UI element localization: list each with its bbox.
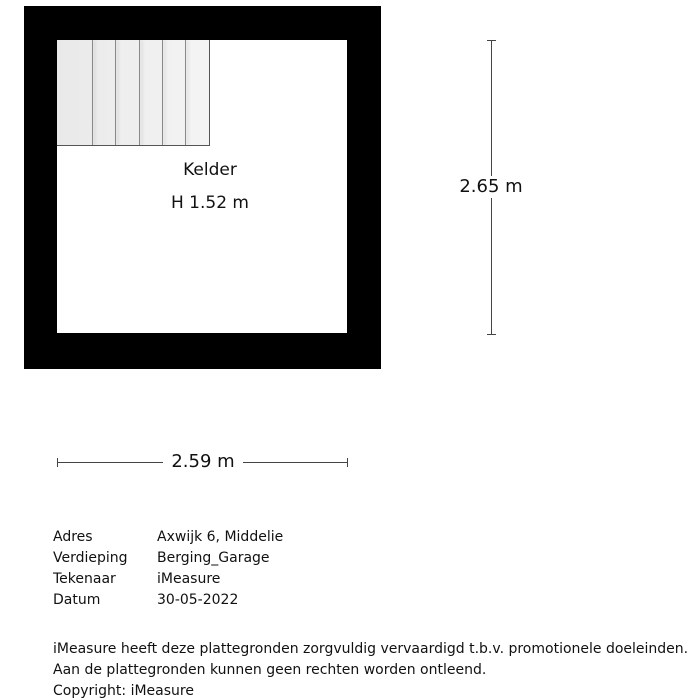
dimension-tick — [347, 458, 348, 467]
info-label-address: Adres — [53, 529, 93, 545]
dimension-tick — [57, 458, 58, 467]
info-label-date: Datum — [53, 592, 101, 608]
info-value-drafter: iMeasure — [157, 571, 221, 587]
height-dimension-label: 2.65 m — [450, 176, 532, 198]
info-value-floor: Berging_Garage — [157, 550, 270, 566]
stair-tread — [92, 40, 93, 145]
info-label-floor: Verdieping — [53, 550, 128, 566]
room-name: Kelder — [183, 160, 237, 180]
copyright-line: Copyright: iMeasure — [53, 683, 194, 699]
info-value-address: Axwijk 6, Middelie — [157, 529, 284, 545]
stair-tread — [115, 40, 116, 145]
dimension-tick — [487, 40, 496, 41]
stair-tread — [162, 40, 163, 145]
stair-tread — [139, 40, 140, 145]
stair-tread — [185, 40, 186, 145]
info-value-date: 30-05-2022 — [157, 592, 239, 608]
disclaimer-line: Aan de plattegronden kunnen geen rechten worden ontleend. — [53, 662, 487, 678]
staircase — [57, 40, 210, 146]
dimension-tick — [487, 334, 496, 335]
disclaimer-line: iMeasure heeft deze plattegronden zorgvuldig vervaardigd t.b.v. promotionele doeleinden. — [53, 641, 689, 657]
width-dimension-label: 2.59 m — [163, 451, 243, 473]
info-label-drafter: Tekenaar — [53, 571, 116, 587]
room-height: H 1.52 m — [170, 193, 249, 213]
